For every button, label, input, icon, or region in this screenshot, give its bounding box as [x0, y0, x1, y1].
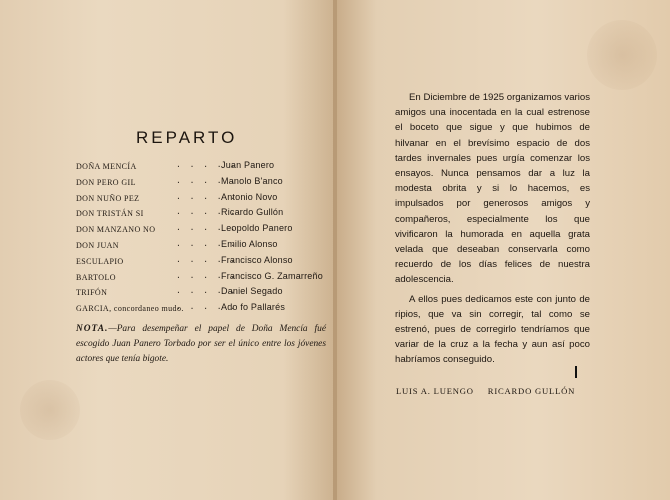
preface-paragraph-2: A ellos pues dedicamos este con junto de ripios, que va sin corregir, tal como se estrenó, pues de corregirlo tendríamos que variar de la cruz a la fecha y aun así poco habríamos conseguido.: [395, 293, 590, 366]
cast-role: DON NUÑO PEZ: [76, 193, 140, 203]
page-title: REPARTO: [136, 128, 238, 147]
cast-actor: Francisco Alonso: [221, 254, 293, 265]
cast-list: [76, 160, 326, 318]
cast-role: BARTOLO: [76, 272, 116, 282]
cast-actor: Ricardo Gullón: [221, 207, 284, 218]
cast-row: [76, 207, 326, 223]
cast-row: [76, 192, 326, 208]
paper-stain: [20, 380, 80, 440]
cast-row: [76, 160, 326, 176]
cast-actor: Manolo B'anco: [221, 175, 283, 186]
note-text: —Para desempeñar el papel de Doña Mencía fué escogido Juan Panero Torbado por ser el único entre los jóvenes actores que tenía bigote.: [76, 324, 326, 364]
cast-actor: Antonio Novo: [221, 191, 278, 202]
cast-row: [76, 286, 326, 302]
cast-actor: Emilio Alonso: [221, 238, 278, 249]
leader-dots: . . . . .: [176, 192, 238, 202]
ink-mark: [575, 366, 577, 378]
cast-actor: Daniel Segado: [221, 286, 283, 297]
signature-gullon: RICARDO GULLÓN: [487, 386, 576, 396]
leader-dots: . . . . .: [176, 176, 238, 186]
cast-actor: Juan Panero: [221, 160, 275, 170]
leader-dots: . . . . .: [176, 271, 238, 281]
author-signatures: [396, 386, 575, 396]
leader-dots: . . . . .: [176, 161, 238, 170]
cast-role: GARCIA, concordaneo mudo.: [76, 304, 184, 314]
preface-paragraph-1: En Diciembre de 1925 organizamos varios amigos una inocentada en la cual estrenose el boceto que sigue y que hubimos de hilvanar en el brevísimo espacio de dos tardes invernales pues urgía comenzar los ensayos. Nunca pensamos dar a luz la modesta obrita y si lo hacemos, es impulsados por generosos amigos y compañeros, especialmente los que vivificaron la humorada en aquella grata velada que deseaban conservarla como recuerdo de los días felices de nuestra adolescencia.: [395, 92, 590, 286]
leader-dots: . . . . .: [176, 287, 238, 297]
leader-dots: . . . . .: [176, 303, 238, 313]
cast-actor: Leopoldo Panero: [221, 223, 293, 234]
cast-actor: Ado fo Pallarés: [221, 302, 286, 313]
cast-role: DON PERO GIL: [76, 177, 136, 187]
cast-role: ESCULAPIO: [76, 256, 124, 266]
cast-row: [76, 271, 326, 287]
leader-dots: . . . . .: [176, 239, 238, 249]
cast-role: DON JUAN: [76, 240, 119, 250]
leader-dots: . . . . .: [176, 255, 238, 265]
leader-dots: . . . . .: [176, 224, 238, 234]
cast-row: [76, 302, 326, 318]
cast-row: [76, 255, 326, 271]
cast-row: [76, 239, 326, 255]
cast-role: DON MANZANO NO: [76, 225, 156, 235]
note-label: NOTA.: [76, 324, 109, 334]
cast-actor: Francisco G. Zamarreño: [221, 270, 323, 281]
leader-dots: . . . . .: [176, 208, 238, 218]
signature-luengo: LUIS A. LUENGO: [396, 386, 474, 396]
preface-text: [395, 90, 590, 368]
cast-role: TRIFÓN: [76, 288, 108, 298]
paper-stain: [587, 20, 657, 90]
cast-row: [76, 223, 326, 239]
left-page: [0, 0, 333, 500]
footnote: [76, 322, 326, 367]
cast-role: DOÑA MENCÍA: [76, 162, 137, 171]
cast-row: [76, 176, 326, 192]
cast-role: DON TRISTÁN SI: [76, 209, 144, 219]
